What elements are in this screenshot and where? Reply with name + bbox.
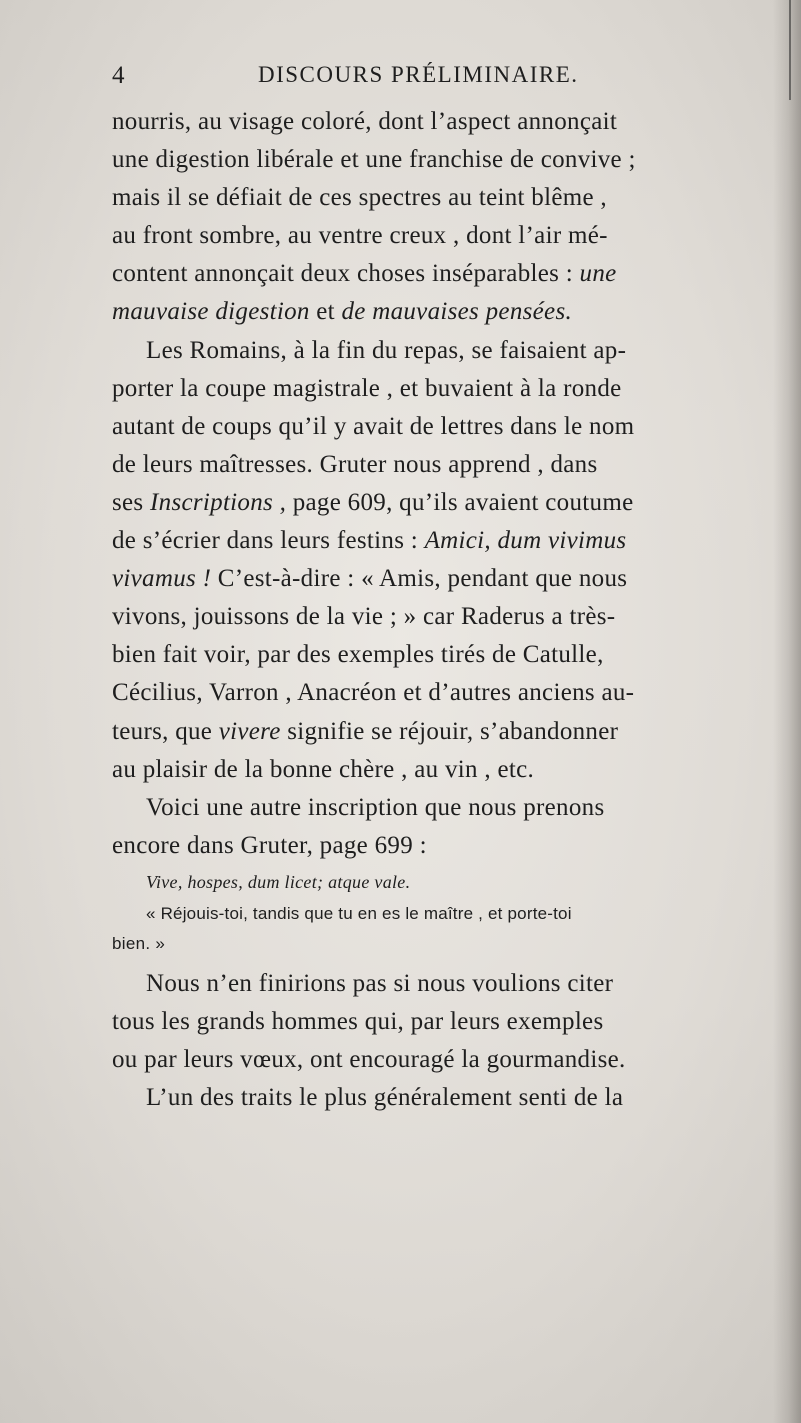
text-line (112, 713, 737, 751)
text-line: L’un des traits le plus généralement senti de la (146, 1084, 624, 1112)
italic-run: mauvaise digestion (112, 298, 310, 326)
text-line: Nous n’en finirions pas si nous voulions citer (146, 969, 614, 997)
italic-run: vivamus ! (112, 565, 212, 593)
page-number: 4 (112, 62, 125, 89)
translation-line: bien. » (112, 933, 166, 953)
text-line: de leurs maîtresses. Gruter nous apprend , dans (112, 450, 598, 478)
text-line: Les Romains, à la fin du repas, se faisaient ap- (146, 336, 627, 364)
running-title: DISCOURS PRÉLIMINAIRE. (258, 62, 579, 87)
text-line: au plaisir de la bonne chère , au vin , etc. (112, 755, 535, 783)
italic-run: Inscriptions , (150, 488, 287, 516)
body-text (112, 103, 737, 1117)
text-run: content annonçait deux choses inséparables : (112, 260, 580, 288)
text-line: vivons, jouissons de la vie ; » car Raderus a très- (112, 603, 616, 631)
italic-run: vivere (218, 717, 281, 745)
text-line: encore dans Gruter, page 699 : (112, 831, 427, 859)
text-line: mais il se défiait de ces spectres au teint blême , (112, 184, 607, 212)
page-edge-line (789, 0, 791, 100)
text-line: bien fait voir, par des exemples tirés de Catulle, (112, 641, 604, 669)
page-header (112, 62, 722, 102)
text-line: Cécilius, Varron , Anacréon et d’autres anciens au- (112, 679, 635, 707)
page-edge-shadow (773, 0, 801, 1423)
text-line: autant de coups qu’il y avait de lettres dans le nom (112, 412, 635, 440)
text-line: porter la coupe magistrale , et buvaient à la ronde (112, 374, 622, 402)
text-line: tous les grands hommes qui, par leurs exemples (112, 1007, 604, 1035)
text-line: une digestion libérale et une franchise de convive ; (112, 146, 636, 174)
latin-inscription: Vive, hospes, dum licet; atque vale. (146, 871, 411, 892)
text-line: Voici une autre inscription que nous prenons (146, 793, 605, 821)
italic-run: de mauvaises pensées. (341, 298, 573, 326)
text-line (112, 522, 737, 560)
text-line (112, 293, 737, 331)
italic-run: Amici, dum vivimus (424, 527, 627, 555)
text-line (112, 560, 737, 598)
text-run: de s’écrier dans leurs festins : (112, 527, 425, 555)
italic-run: une (579, 260, 617, 288)
text-line (112, 255, 737, 293)
text-line: au front sombre, au ventre creux , dont l’air mé- (112, 222, 608, 250)
text-run: et (309, 298, 342, 326)
text-run: C’est-à-dire : « Amis, pendant que nous (211, 565, 628, 593)
text-line (112, 484, 737, 522)
translation-line: « Réjouis-toi, tandis que tu en es le maître , et porte-toi (146, 903, 572, 923)
text-run: ses (112, 488, 151, 516)
text-run: signifie se réjouir, s’abandonner (280, 717, 619, 745)
text-run: teurs, que (112, 717, 219, 745)
text-run: page 609, qu’ils avaient coutume (286, 488, 634, 516)
text-line: nourris, au visage coloré, dont l’aspect annonçait (112, 108, 618, 135)
text-line: ou par leurs vœux, ont encouragé la gourmandise. (112, 1046, 626, 1074)
